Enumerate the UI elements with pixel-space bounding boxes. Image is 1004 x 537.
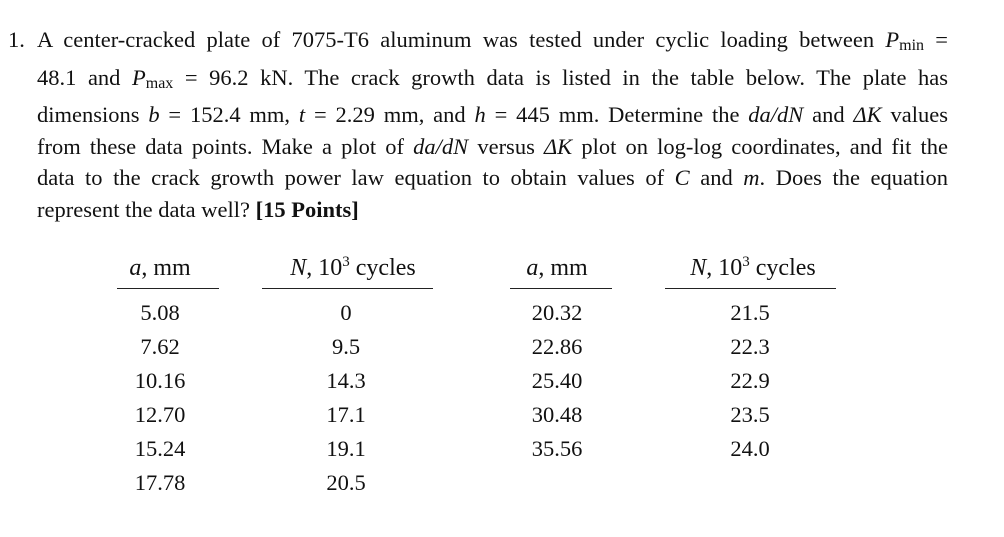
cell-right-a: 25.40 xyxy=(531,368,583,393)
cell-right-a: 30.48 xyxy=(531,402,583,427)
problem-number: 1. xyxy=(8,27,25,52)
cell-right-n: 23.5 xyxy=(730,402,770,427)
cell-left-n: 17.1 xyxy=(326,402,366,427)
problem-line-6: represent the data well? [15 Points] xyxy=(37,196,359,222)
cell-left-a: 5.08 xyxy=(140,300,180,325)
cell-right-a: 20.32 xyxy=(531,300,583,325)
cell-left-n: 19.1 xyxy=(326,436,366,461)
problem-line-2: 48.1 and Pmax = 96.2 kN. The crack growth data is listed in the table below. The plate has xyxy=(37,64,948,92)
problem-statement xyxy=(8,24,948,225)
cell-right-n: 24.0 xyxy=(730,436,770,461)
problem-line-4: from these data points. Make a plot of da/dN versus ΔK plot on log-log coordinates, and fit the xyxy=(37,133,948,159)
cell-right-n: 22.3 xyxy=(730,334,770,359)
header-rule-left-a xyxy=(117,288,219,289)
header-rule-left-n xyxy=(262,288,433,289)
header-left-n: N, $10^3$ cycles xyxy=(290,254,416,281)
problem-line-5: data to the crack growth power law equation to obtain values of C and m. Does the equation xyxy=(37,165,948,190)
cell-right-n: 21.5 xyxy=(730,300,770,325)
problem-line-3: dimensions b = 152.4 mm, t = 2.29 mm, and h = 445 mm. Determine the da/dN and ΔK values xyxy=(37,102,948,127)
cell-left-n: 14.3 xyxy=(326,368,366,393)
header-rule-right-a xyxy=(510,288,612,289)
cell-right-a: 35.56 xyxy=(531,436,583,461)
problem-line-1: 1. A center-cracked plate of 7075-T6 aluminum was tested under cyclic loading between Pmin = xyxy=(8,24,948,62)
cell-left-n: 0 xyxy=(340,300,352,325)
crack-growth-table xyxy=(0,250,1004,530)
cell-left-n: 20.5 xyxy=(326,470,366,495)
cell-left-a: 7.62 xyxy=(140,334,180,359)
cell-right-a: 22.86 xyxy=(531,334,583,359)
cell-left-a: 17.78 xyxy=(134,470,186,495)
header-right-n: N, $10^3$ cycles xyxy=(690,254,816,281)
header-right-a: a, mm xyxy=(526,255,588,281)
cell-left-a: 10.16 xyxy=(134,368,186,393)
cell-right-n: 22.9 xyxy=(730,368,770,393)
cell-left-a: 15.24 xyxy=(134,436,186,461)
header-left-a: a, mm xyxy=(129,255,191,281)
header-rule-right-n xyxy=(665,288,836,289)
points-label: [15 Points] xyxy=(255,196,359,222)
cell-left-n: 9.5 xyxy=(331,334,361,359)
cell-left-a: 12.70 xyxy=(134,402,186,427)
